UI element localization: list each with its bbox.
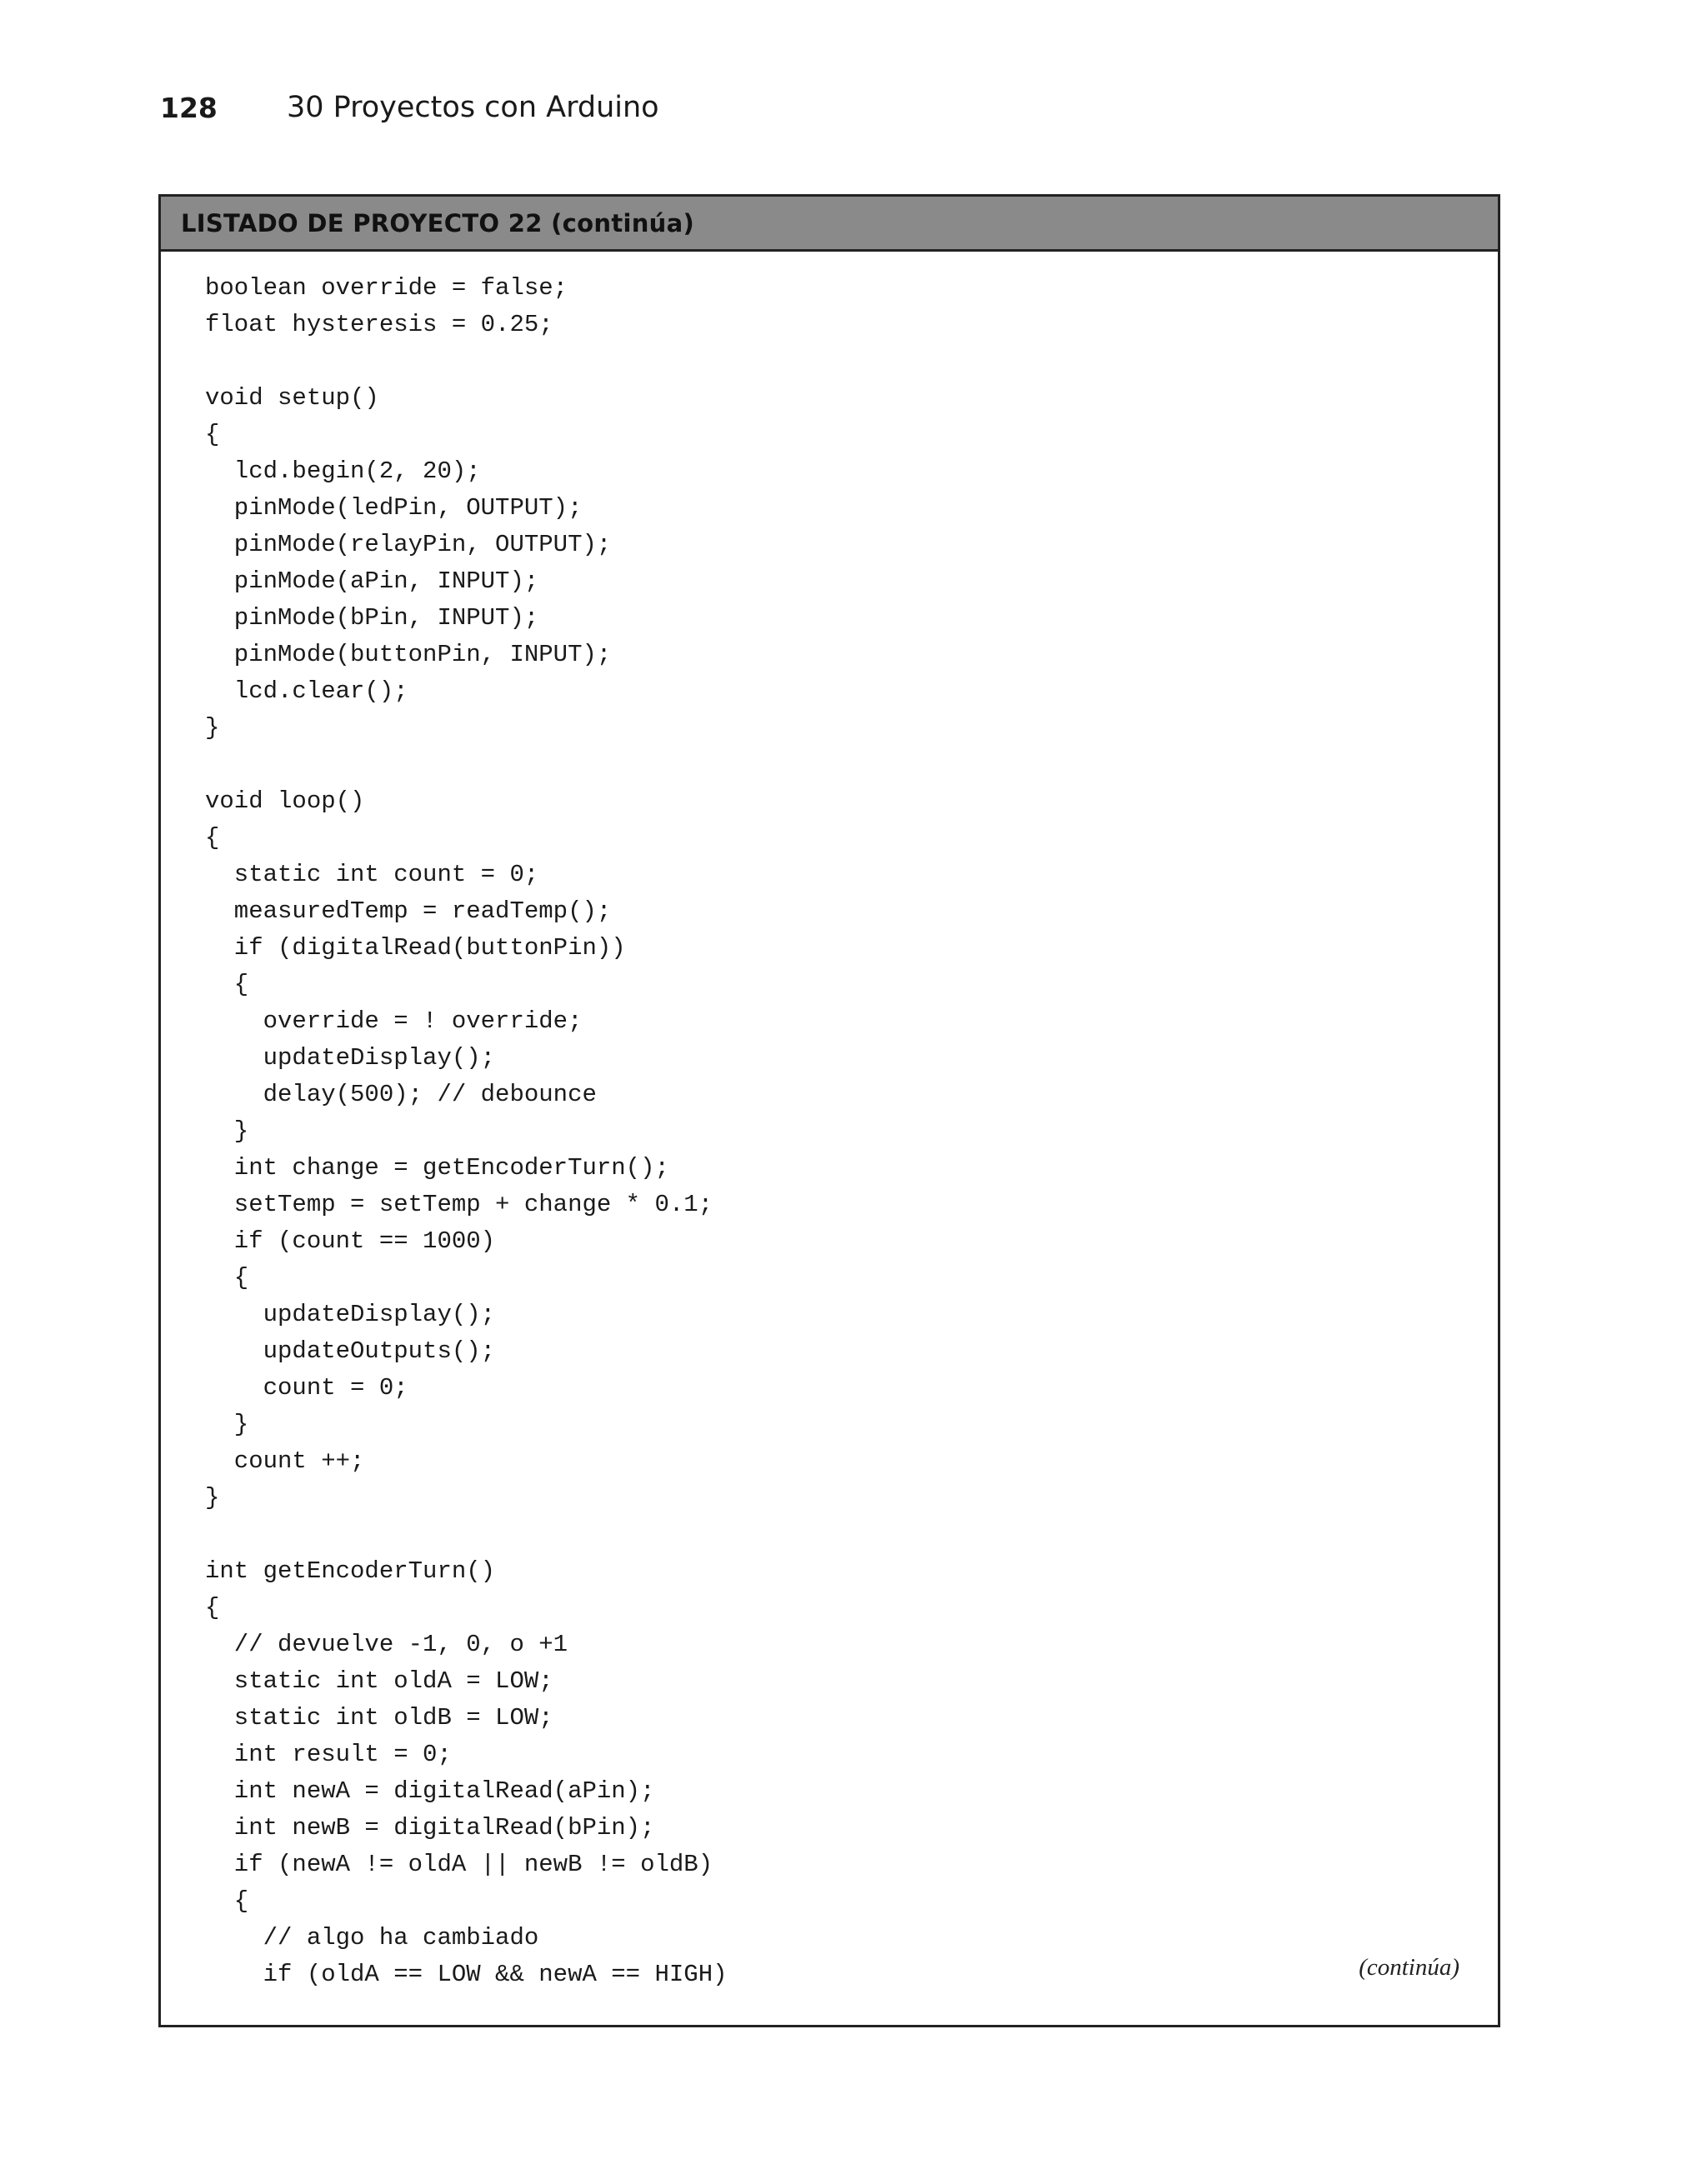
code-line: count ++; <box>205 1447 365 1475</box>
code-line: int newA = digitalRead(aPin); <box>205 1777 655 1805</box>
code-line: pinMode(buttonPin, INPUT); <box>205 641 612 668</box>
code-line: count = 0; <box>205 1374 408 1402</box>
code-line: static int oldA = LOW; <box>205 1667 553 1695</box>
code-line: } <box>205 714 220 742</box>
code-line: if (newA != oldA || newB != oldB) <box>205 1851 713 1878</box>
code-line: lcd.begin(2, 20); <box>205 457 481 485</box>
code-line: int newB = digitalRead(bPin); <box>205 1814 655 1842</box>
code-line: { <box>205 1594 220 1622</box>
code-line: void loop() <box>205 787 365 815</box>
code-line: pinMode(relayPin, OUTPUT); <box>205 531 612 558</box>
code-line: int getEncoderTurn() <box>205 1557 496 1585</box>
code-line: } <box>205 1411 249 1438</box>
code-line: measuredTemp = readTemp(); <box>205 897 612 925</box>
code-line: } <box>205 1484 220 1512</box>
listing-title: LISTADO DE PROYECTO 22 (continúa) <box>181 208 695 237</box>
code-line: boolean override = false; <box>205 274 568 302</box>
code-line: delay(500); // debounce <box>205 1081 597 1108</box>
code-line: if (count == 1000) <box>205 1227 496 1255</box>
listing-title-bar <box>161 197 1498 252</box>
code-line: // devuelve -1, 0, o +1 <box>205 1631 568 1658</box>
code-line: } <box>205 1117 249 1145</box>
page-number: 128 <box>160 91 218 124</box>
code-line: static int oldB = LOW; <box>205 1704 553 1732</box>
code-line <box>205 747 728 783</box>
code-line <box>205 343 728 380</box>
code-line: pinMode(aPin, INPUT); <box>205 567 539 595</box>
code-line: updateDisplay(); <box>205 1044 496 1072</box>
code-line <box>205 1517 728 1553</box>
code-line: updateDisplay(); <box>205 1301 496 1328</box>
code-line: { <box>205 824 220 852</box>
code-line: setTemp = setTemp + change * 0.1; <box>205 1191 713 1218</box>
book-title: 30 Proyectos con Arduino <box>287 91 659 124</box>
code-line: void setup() <box>205 384 379 412</box>
code-line: { <box>205 1264 249 1292</box>
code-line: static int count = 0; <box>205 861 539 888</box>
code-line: lcd.clear(); <box>205 677 408 705</box>
code-line: { <box>205 971 249 998</box>
code-line: pinMode(ledPin, OUTPUT); <box>205 494 583 522</box>
code-line: float hysteresis = 0.25; <box>205 311 553 338</box>
page-header <box>160 87 659 128</box>
code-line: override = ! override; <box>205 1007 583 1035</box>
code-line: { <box>205 1887 249 1915</box>
code-block <box>205 270 728 1993</box>
code-line: if (digitalRead(buttonPin)) <box>205 934 626 962</box>
continues-label: (continúa) <box>1359 1954 1459 1981</box>
code-line: pinMode(bPin, INPUT); <box>205 604 539 632</box>
code-line: { <box>205 421 220 448</box>
code-line: if (oldA == LOW && newA == HIGH) <box>205 1961 728 1988</box>
code-line: // algo ha cambiado <box>205 1924 539 1952</box>
code-listing-box <box>158 194 1500 2027</box>
code-line: int result = 0; <box>205 1741 452 1768</box>
code-line: updateOutputs(); <box>205 1337 496 1365</box>
code-line: int change = getEncoderTurn(); <box>205 1154 669 1182</box>
